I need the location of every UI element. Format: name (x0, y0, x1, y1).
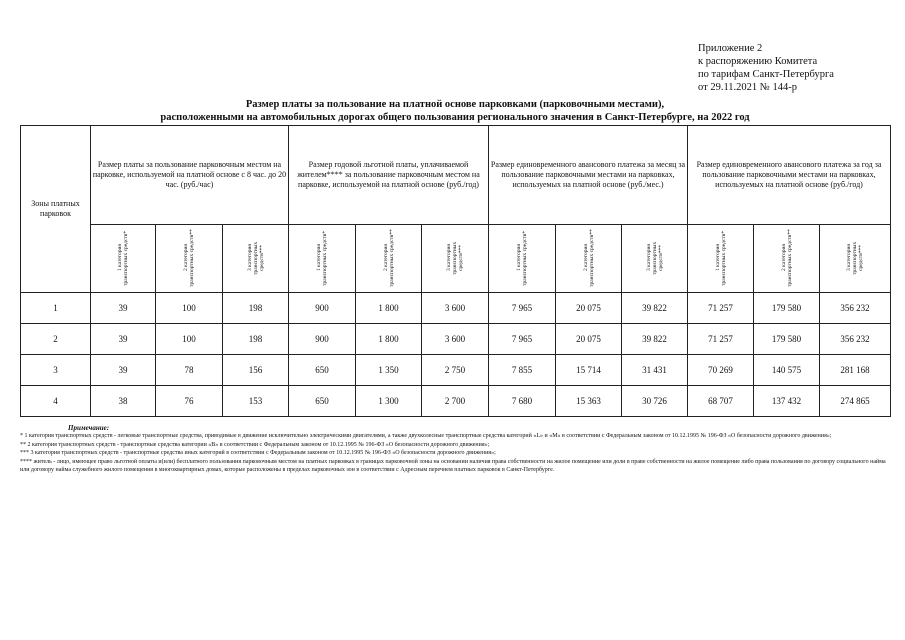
category-header: 2 категория транспортных средств** (754, 225, 820, 293)
appendix-header (698, 42, 834, 94)
value-cell: 76 (156, 386, 223, 417)
value-cell: 38 (91, 386, 156, 417)
document-title (20, 98, 890, 124)
table-row (21, 386, 891, 417)
group-header-hourly: Размер платы за пользование парковочным местом на парковке, используемой на платной основе с 8 час. до 20 час. (руб./час) (91, 126, 289, 225)
value-cell: 153 (223, 386, 289, 417)
value-cell: 20 075 (556, 324, 622, 355)
value-cell: 39 822 (622, 293, 688, 324)
value-cell: 7 855 (489, 355, 556, 386)
notes-title: Примечание: (68, 424, 110, 432)
table-row (21, 293, 891, 324)
value-cell: 7 965 (489, 324, 556, 355)
group-header-annual-advance: Размер единовременного авансового платежа за год за пользование парковочными местами на парковках, используемых на платной основе (руб./год) (688, 126, 891, 225)
value-cell: 179 580 (754, 293, 820, 324)
tariff-table (20, 125, 891, 417)
zone-cell: 2 (21, 324, 91, 355)
category-header: 3 категория транспортных средств*** (622, 225, 688, 293)
value-cell: 39 (91, 324, 156, 355)
value-cell: 1 300 (356, 386, 422, 417)
title-line-2: расположенными на автомобильных дорогах общего пользования регионального значения в Санкт-Петербурге, на 2022 год (160, 112, 750, 123)
footnote: * 1 категория транспортных средств - легковые транспортные средства, приводимые в движение исключительно электрическими двигателями, а также двухколесные транспортные средства категорий «L» и «M» в соответствии с Федеральным законом от 10.12.1995 № 196-ФЗ «О безопасности дорожного движения»; (20, 433, 832, 440)
value-cell: 7 680 (489, 386, 556, 417)
appendix-line: от 29.11.2021 № 144-р (698, 82, 797, 93)
category-header: 3 категория транспортных средств*** (820, 225, 891, 293)
value-cell: 7 965 (489, 293, 556, 324)
footnotes (20, 424, 890, 474)
value-cell: 100 (156, 293, 223, 324)
footnote: *** 3 категория транспортных средств - транспортные средства иных категорий в соответствии с Федеральным законом от 10.12.1995 № 196-ФЗ «О безопасности дорожного движения»; (20, 450, 496, 457)
value-cell: 70 269 (688, 355, 754, 386)
value-cell: 198 (223, 293, 289, 324)
value-cell: 900 (289, 293, 356, 324)
value-cell: 274 865 (820, 386, 891, 417)
value-cell: 198 (223, 324, 289, 355)
category-header: 3 категория транспортных средств*** (422, 225, 489, 293)
value-cell: 39 822 (622, 324, 688, 355)
zone-cell: 4 (21, 386, 91, 417)
value-cell: 71 257 (688, 324, 754, 355)
category-header: 1 категория транспортных средств* (688, 225, 754, 293)
value-cell: 2 750 (422, 355, 489, 386)
table-row (21, 355, 891, 386)
value-cell: 15 363 (556, 386, 622, 417)
category-header: 2 категория транспортных средств** (356, 225, 422, 293)
value-cell: 356 232 (820, 324, 891, 355)
value-cell: 100 (156, 324, 223, 355)
category-header: 2 категория транспортных средств** (556, 225, 622, 293)
value-cell: 156 (223, 355, 289, 386)
footnote: ** 2 категория транспортных средств - транспортные средства категории «B» в соответствии с Федеральным законом от 10.12.1995 № 196-ФЗ «О безопасности дорожного движения»; (20, 441, 490, 448)
appendix-line: по тарифам Санкт-Петербурга (698, 69, 834, 80)
category-header: 1 категория транспортных средств* (91, 225, 156, 293)
value-cell: 281 168 (820, 355, 891, 386)
category-header: 1 категория транспортных средств* (289, 225, 356, 293)
zone-cell: 3 (21, 355, 91, 386)
value-cell: 15 714 (556, 355, 622, 386)
category-header: 3 категория транспортных средств*** (223, 225, 289, 293)
category-header: 2 категория транспортных средств** (156, 225, 223, 293)
value-cell: 78 (156, 355, 223, 386)
footnote: **** житель - лицо, имеющее право льготной оплаты и(или) бесплатного пользования парковочным местом на платных парковках в границах парковочной зоны на основании наличия права собственности на жилое помещение или доли в праве собственности на жилое помещение либо права пользования по договору социального найма или договору найма служебного жилого помещения в многоквартирных домах, которые расположены в пределах парковочных зон в соответствии с Адресным перечнем платных парковок в Санкт-Петербурге. (20, 458, 886, 474)
value-cell: 179 580 (754, 324, 820, 355)
value-cell: 1 800 (356, 324, 422, 355)
title-line-1: Размер платы за пользование на платной основе парковками (парковочными местами), (245, 99, 665, 110)
zone-cell: 1 (21, 293, 91, 324)
category-header: 1 категория транспортных средств* (489, 225, 556, 293)
value-cell: 650 (289, 355, 356, 386)
value-cell: 30 726 (622, 386, 688, 417)
appendix-line: Приложение 2 (698, 43, 763, 54)
group-header-monthly-advance: Размер единовременного авансового платежа за месяц за пользование парковочными местами на парковках, используемых на платной основе (руб./мес.) (489, 126, 688, 225)
value-cell: 3 600 (422, 293, 489, 324)
value-cell: 39 (91, 355, 156, 386)
value-cell: 20 075 (556, 293, 622, 324)
zone-header: Зоны платных парковок (21, 126, 91, 293)
value-cell: 140 575 (754, 355, 820, 386)
value-cell: 137 432 (754, 386, 820, 417)
value-cell: 71 257 (688, 293, 754, 324)
appendix-line: к распоряжению Комитета (698, 56, 818, 67)
category-header-row (21, 225, 891, 293)
value-cell: 356 232 (820, 293, 891, 324)
value-cell: 2 700 (422, 386, 489, 417)
value-cell: 650 (289, 386, 356, 417)
group-header-resident-annual: Размер годовой льготной платы, уплачиваемой жителем**** за пользование парковочным местом на парковке, используемой на платной основе (руб./год) (289, 126, 489, 225)
value-cell: 1 350 (356, 355, 422, 386)
value-cell: 68 707 (688, 386, 754, 417)
group-header-row (21, 126, 891, 225)
value-cell: 1 800 (356, 293, 422, 324)
value-cell: 3 600 (422, 324, 489, 355)
value-cell: 39 (91, 293, 156, 324)
value-cell: 31 431 (622, 355, 688, 386)
table-row (21, 324, 891, 355)
value-cell: 900 (289, 324, 356, 355)
